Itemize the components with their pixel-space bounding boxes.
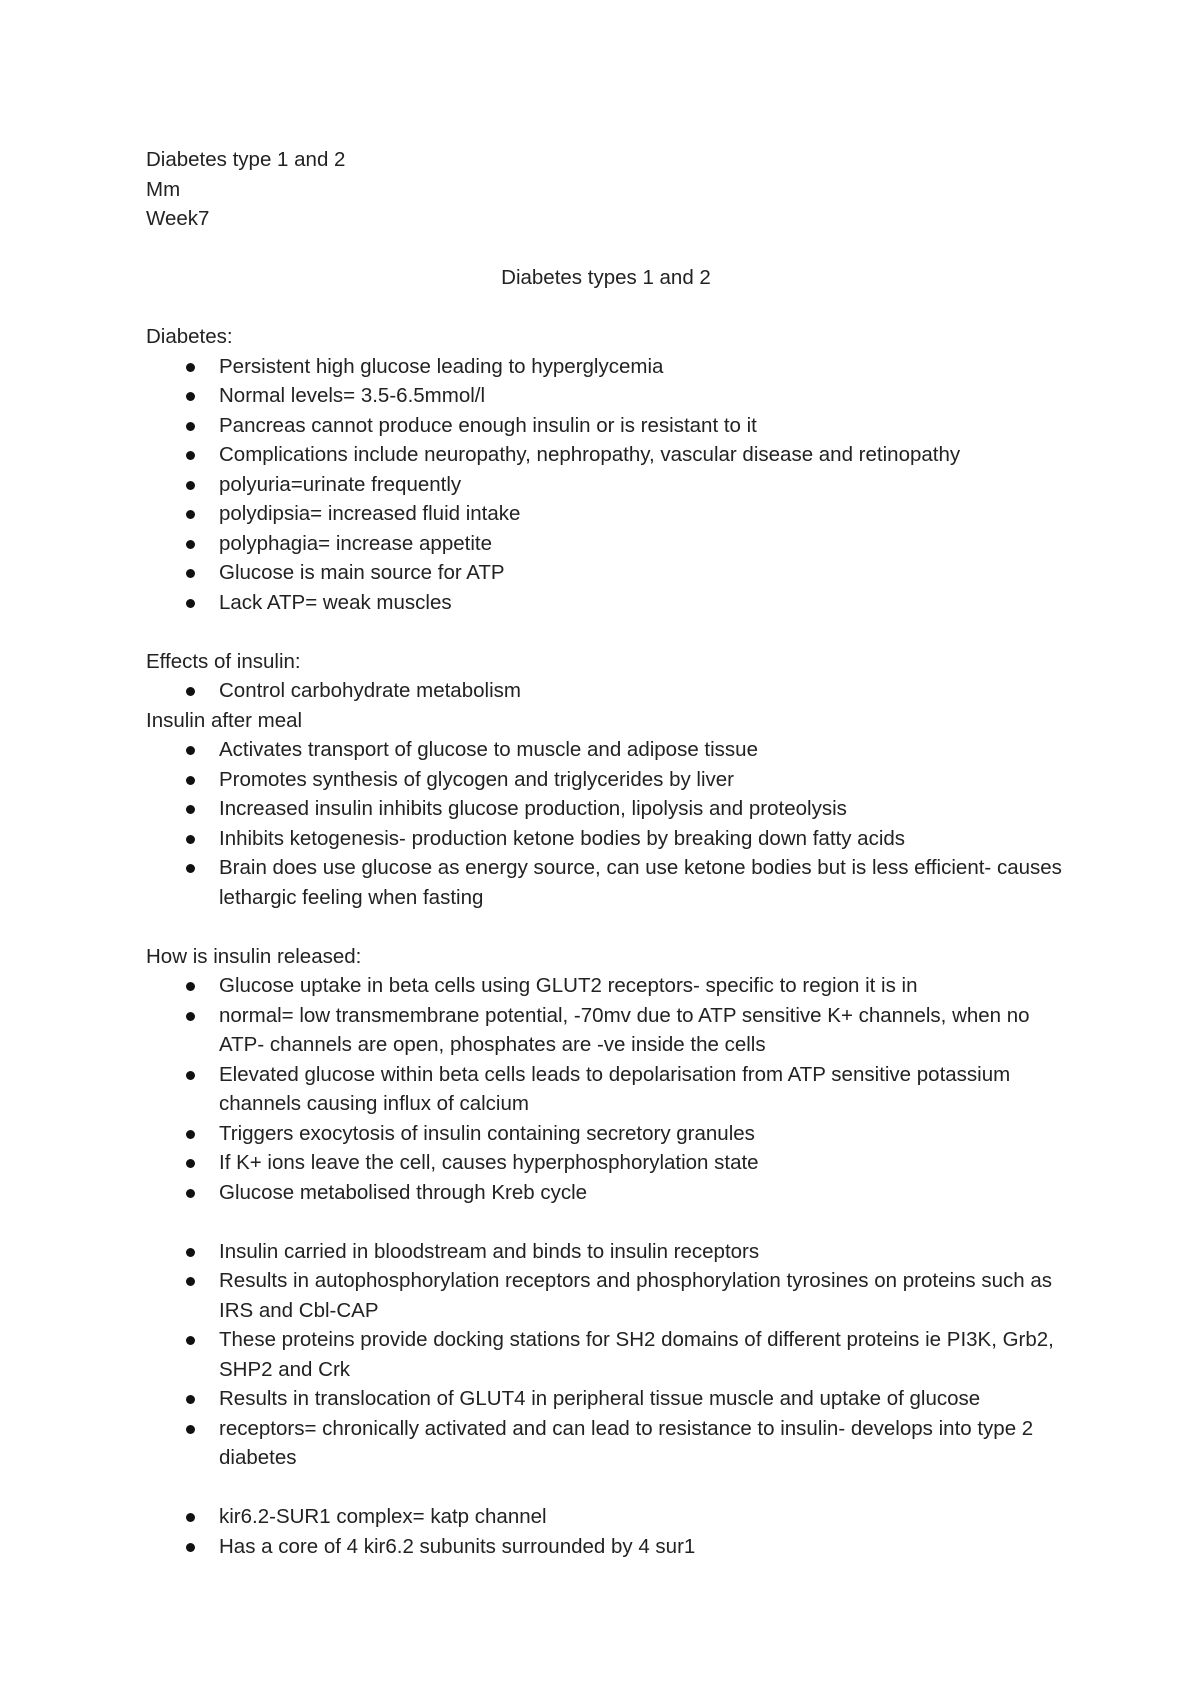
spacer	[146, 1473, 1066, 1503]
list-item: Promotes synthesis of glycogen and triglycerides by liver	[219, 765, 1066, 795]
bullet-list-receptors	[146, 1237, 1066, 1473]
list-item: Increased insulin inhibits glucose production, lipolysis and proteolysis	[219, 794, 1066, 824]
spacer	[146, 234, 1066, 264]
list-item: These proteins provide docking stations for SH2 domains of different proteins ie PI3K, Grb2, SHP2 and Crk	[219, 1325, 1066, 1384]
section-heading-release: How is insulin released:	[146, 944, 362, 968]
list-item: Results in autophosphorylation receptors and phosphorylation tyrosines on proteins such as IRS and Cbl-CAP	[219, 1266, 1066, 1325]
list-item: Inhibits ketogenesis- production ketone bodies by breaking down fatty acids	[219, 824, 1066, 854]
list-item: Glucose metabolised through Kreb cycle	[219, 1178, 1066, 1208]
section-heading-after-meal: Insulin after meal	[146, 708, 303, 732]
list-item: Lack ATP= weak muscles	[219, 588, 1066, 618]
section-heading-diabetes: Diabetes:	[146, 325, 233, 348]
spacer	[146, 617, 1066, 647]
bullet-list-diabetes	[146, 352, 1066, 618]
list-item: If K+ ions leave the cell, causes hyperphosphorylation state	[219, 1148, 1066, 1178]
list-item: Elevated glucose within beta cells leads to depolarisation from ATP sensitive potassium channels causing influx of calcium	[219, 1060, 1066, 1119]
list-item: Insulin carried in bloodstream and binds to insulin receptors	[219, 1237, 1066, 1267]
list-item: Control carbohydrate metabolism	[219, 676, 1066, 706]
list-item: Results in translocation of GLUT4 in peripheral tissue muscle and uptake of glucose	[219, 1384, 1066, 1414]
list-item: kir6.2-SUR1 complex= katp channel	[219, 1502, 1066, 1532]
list-item: Normal levels= 3.5-6.5mmol/l	[219, 381, 1066, 411]
list-item: Has a core of 4 kir6.2 subunits surrounded by 4 sur1	[219, 1532, 1066, 1562]
list-item: Glucose is main source for ATP	[219, 558, 1066, 588]
list-item: polydipsia= increased fluid intake	[219, 499, 1066, 529]
list-item: Brain does use glucose as energy source, can use ketone bodies but is less efficient- causes lethargic feeling when fasting	[219, 853, 1066, 912]
bullet-list-katp	[146, 1502, 1066, 1561]
list-item: Complications include neuropathy, nephropathy, vascular disease and retinopathy	[219, 440, 1066, 470]
header-line-week: Week7	[146, 207, 210, 230]
list-item: polyuria=urinate frequently	[219, 470, 1066, 500]
bullet-list-release	[146, 971, 1066, 1207]
spacer	[146, 293, 1066, 323]
list-item: Glucose uptake in beta cells using GLUT2 receptors- specific to region it is in	[219, 971, 1066, 1001]
header-line-title: Diabetes type 1 and 2	[146, 148, 346, 171]
bullet-list-after-meal	[146, 735, 1066, 912]
section-heading-effects: Effects of insulin:	[146, 649, 301, 673]
document-body	[146, 145, 1066, 1561]
list-item: polyphagia= increase appetite	[219, 529, 1066, 559]
list-item: receptors= chronically activated and can lead to resistance to insulin- develops into type 2 diabetes	[219, 1414, 1066, 1473]
list-item: Pancreas cannot produce enough insulin or is resistant to it	[219, 411, 1066, 441]
spacer	[146, 1207, 1066, 1237]
list-item: Triggers exocytosis of insulin containing secretory granules	[219, 1119, 1066, 1149]
spacer	[146, 912, 1066, 942]
page-title: Diabetes types 1 and 2	[501, 266, 711, 289]
header-line-author: Mm	[146, 177, 181, 201]
list-item: Persistent high glucose leading to hyperglycemia	[219, 352, 1066, 382]
list-item: normal= low transmembrane potential, -70mv due to ATP sensitive K+ channels, when no ATP- channels are open, phosphates are -ve inside the cells	[219, 1001, 1066, 1060]
bullet-list-effects	[146, 676, 1066, 706]
list-item: Activates transport of glucose to muscle and adipose tissue	[219, 735, 1066, 765]
